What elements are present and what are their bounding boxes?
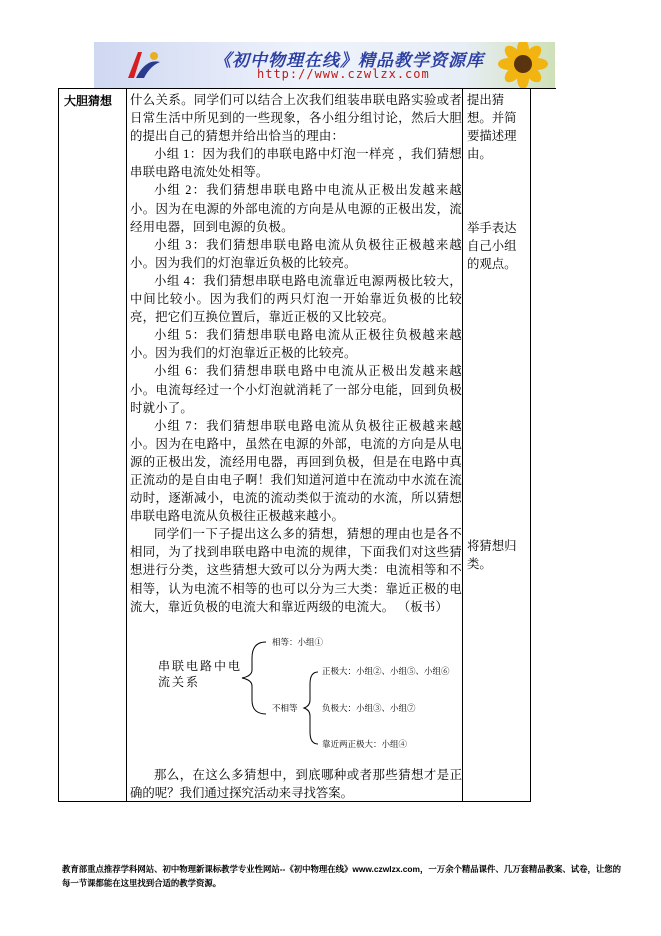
diagram-node-equal: 相等：小组①: [272, 637, 324, 647]
paragraph-group-4: 小组 4：我们猜想串联电路电流靠近电源两极比较大，中间比较小。因为我们的两只灯泡一开始靠近负极的比较亮，把它们互换位置后，靠近正极的又比较亮。: [130, 273, 462, 325]
site-url[interactable]: http://www.czwlzx.com: [257, 67, 430, 81]
side-note-1: 提出猜想。并简要描述理由。: [467, 93, 517, 162]
table-border-top: [58, 88, 556, 89]
diagram-node-negative-big: 负极大：小组③、小组⑦: [322, 703, 416, 713]
side-note-3: 将猜想归类。: [467, 539, 517, 572]
sunflower-image: [491, 42, 551, 88]
main-content: [130, 91, 462, 616]
table-divider-3: [530, 88, 531, 802]
paragraph-intro: 什么关系。同学们可以结合上次我们组装串联电路实验或者日常生活中所见到的一些现象，各小组分组讨论，然后大胆的提出自己的猜想并给出恰当的理由：: [130, 93, 462, 144]
side-note-2: 举手表达自己小组的观点。: [467, 221, 517, 272]
closing-paragraph: [130, 766, 462, 802]
page-footer: 教育部重点推荐学科网站、初中物理新课标教学专业性网站--《初中物理在线》www.czwlzx.com，一万余个精品课件、几万套精品教案、试卷，让您的每一节课都能在这里找到合适的教学资源。: [62, 864, 621, 888]
paragraph-group-5: 小组 5：我们猜想串联电路电流从正极往负极越来越小。因为我们的灯泡靠近正极的比较亮。: [130, 328, 462, 361]
paragraph-group-2: 小组 2：我们猜想串联电路中电流从正极出发越来越小。因为在电源的外部电流的方向是从电源的正极出发，流经用电器，回到电源的负极。: [130, 183, 462, 234]
paragraph-group-3: 小组 3：我们猜想串联电路电流从负极往正极越来越小。因为我们的灯泡靠近负极的比较亮。: [130, 237, 462, 270]
diagram-node-both-big: 靠近两正极大：小组④: [322, 739, 408, 749]
row-label: 大胆猜想: [64, 94, 113, 108]
paragraph-summary: 同学们一下子提出这么多的猜想，猜想的理由也是各不相同，为了找到串联电路中电流的规律，下面我们对这些猜想进行分类，这些猜想大致可以分为两大类：电流相等和不相等，认为电流不相等的也可以分为三大类：靠近正极的电流大，靠近负极的电流大和靠近两级的电流大。 （板书）: [130, 527, 462, 614]
paragraph-group-7: 小组 7：我们猜想串联电路电流从负极往正极越来越小。因为在电路中，虽然在电源的外部，电流的方向是从电源的正极出发，流经用电器，再回到负极，但是在电路中真正流动的是自由电子啊！我们知道河道中在流动中水流在流动时，逐渐减小，电流的流动类似于流动的水流，所以猜想串联电路电流从负极往正极越来越小。: [130, 418, 462, 524]
closing-text: 那么，在这么多猜想中，到底哪种或者那些猜想才是正确的呢？我们通过探究活动来寻找答案。: [130, 768, 462, 801]
diagram-node-positive-big: 正极大：小组②、小组⑤、小组⑥: [322, 666, 450, 676]
paragraph-group-1: 小组 1：因为我们的串联电路中灯泡一样亮 ，我们猜想串联电路电流处处相等。: [130, 147, 462, 180]
site-banner: [94, 42, 555, 88]
diagram-root: 串联电路中电流关系: [158, 659, 243, 689]
paragraph-group-6: 小组 6：我们猜想串联电路中电流从正极出发越来越小。电流每经过一个小灯泡就消耗了一部分电能，回到负极时就小了。: [130, 364, 462, 415]
table-divider-1: [126, 88, 127, 802]
diagram-node-not-equal: 不相等: [272, 703, 298, 713]
hypothesis-diagram: [134, 628, 464, 758]
table-border-left: [58, 88, 59, 802]
site-logo-icon: [124, 48, 164, 82]
site-title: 《初中物理在线》精品教学资源库: [214, 51, 484, 71]
